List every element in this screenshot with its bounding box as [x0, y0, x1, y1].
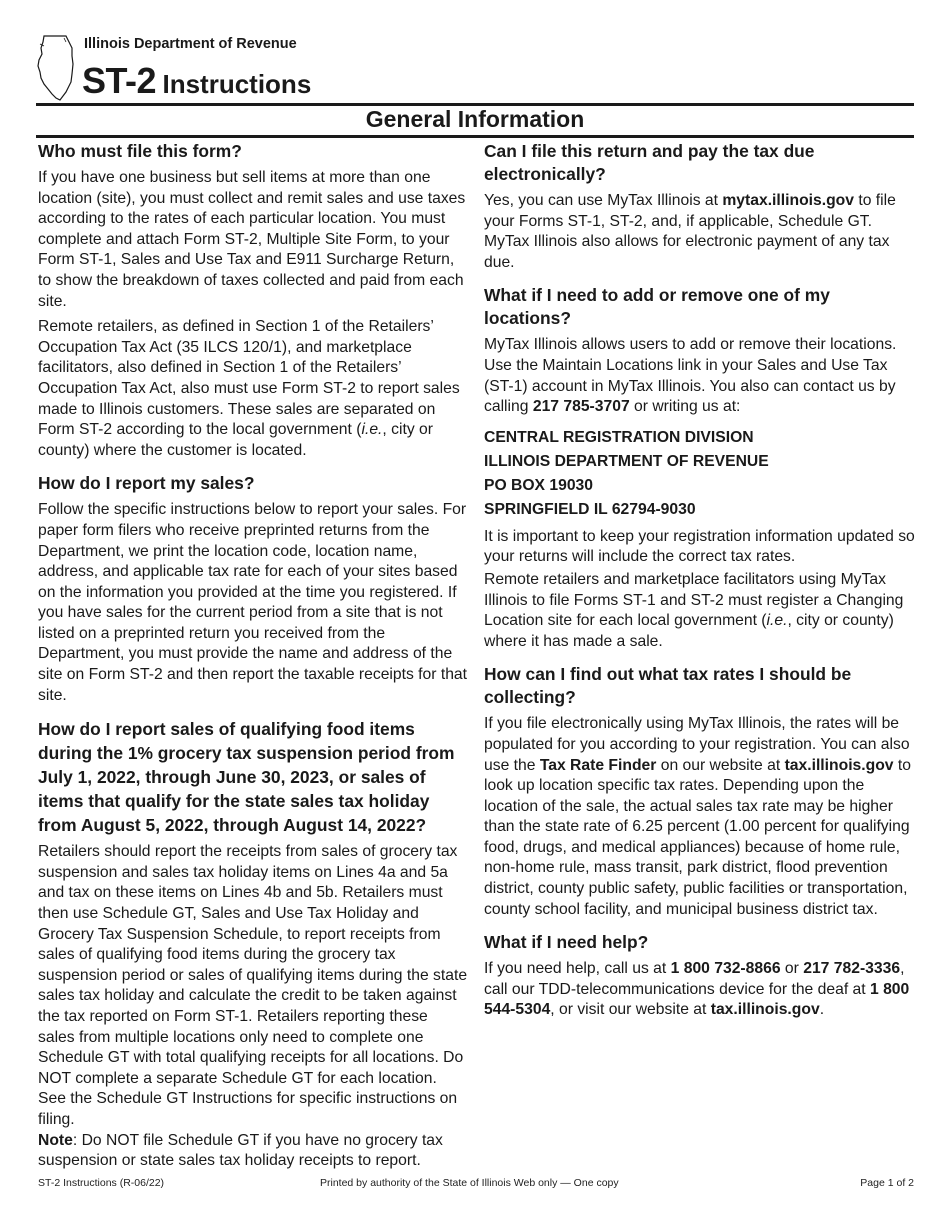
- header-rule-bottom: [36, 135, 914, 138]
- mailing-address: [484, 426, 916, 522]
- who-must-file-heading: Who must file this form?: [38, 141, 242, 161]
- report-sales-paragraph: Follow the specific instructions below to report your sales. For paper form filers who receive preprinted returns from the Department, we print the location code, location name, address, and applicable tax rate for each of your sites based on the information you provided at the time you registered. If you have sales for the current period from a site that is not listed on a preprinted return you received from the Department, you must provide the name and address of the site on Form ST-2 and then report the taxable receipts for that site.: [38, 501, 468, 704]
- registration-phone: 217 785-3707: [532, 398, 630, 416]
- document-header: [36, 34, 916, 104]
- form-title: [82, 60, 311, 102]
- department-name: Illinois Department of Revenue: [84, 36, 297, 52]
- left-column: [38, 140, 468, 1172]
- address-line: SPRINGFIELD IL 62794-9030: [484, 500, 696, 518]
- form-title-word: Instructions: [162, 69, 312, 99]
- file-electronically-heading: Can I file this return and pay the tax due electronically?: [484, 141, 815, 184]
- registration-info-paragraph: It is important to keep your registration information updated so your returns will include the correct tax rates.: [484, 527, 915, 566]
- tax-rates-heading: How can I find out what tax rates I should be collecting?: [484, 664, 852, 708]
- address-line: CENTRAL REGISTRATION DIVISION: [484, 428, 754, 446]
- need-help-heading: What if I need help?: [484, 932, 649, 953]
- address-line: ILLINOIS DEPARTMENT OF REVENUE: [484, 452, 769, 470]
- address-line: PO BOX 19030: [484, 476, 594, 494]
- right-column: [484, 140, 916, 1021]
- tax-website: tax.illinois.gov: [784, 756, 894, 774]
- remote-retailers-paragraph: Remote retailers, as defined in Section 1 of the Retailers’ Occupation Tax Act (35 ILCS 120/1), and marketplace facilitators, also defined in Section 1 of the Retailers’ Occupation Tax Act, also must use Form ST-2 to report sales made to Illinois customers. These sales are separated on Form ST-2 according to the local government (i.e., city or county) where the customer is located.: [38, 318, 460, 459]
- mytax-url: mytax.illinois.gov: [722, 192, 854, 209]
- footer-form-revision: ST-2 Instructions (R-06/22): [38, 1177, 165, 1189]
- footer-printed-by: Printed by authority of the State of Illinois Web only — One copy: [320, 1177, 619, 1189]
- who-must-file-paragraph: If you have one business but sell items at more than one location (site), you must collect and remit sales and use taxes according to the rates of each particular location. You must complete and attach Form ST-2, Multiple Site Form, to your Form ST-1, Sales and Use Tax and E911 Surcharge Return, to show the breakdown of taxes collected and paid from each site.: [38, 169, 466, 310]
- section-title: General Information: [365, 106, 585, 132]
- tax-rates-paragraph: If you file electronically using MyTax Illinois, the rates will be populated for you according to your registration. You can also use the Tax Rate Finder on our website at tax.illinois.gov to look up location specific tax rates. Depending upon the location of the sale, the actual sales tax rate may be higher than the state rate of 6.25 percent (1.00 percent for qualifying food, drugs, and medical appliances) because of home rule, non-home rule, mass transit, park district, flood prevention district, county public safety, public facilities or transportation, county school facility, and municipal business district tax.: [484, 715, 911, 918]
- note-label: Note: [38, 1131, 73, 1149]
- add-remove-locations-paragraph: MyTax Illinois allows users to add or remove their locations. Use the Maintain Locations link in your Sales and Use Tax (ST-1) account in MyTax Illinois. You also can contact us by calling 217 785-3707 or writing us at:: [484, 336, 897, 416]
- changing-location-paragraph: Remote retailers and marketplace facilitators using MyTax Illinois to file Forms ST-1 and ST-2 must register a Changing Location site for each local government (i.e., city or county) where it has made a sale.: [484, 570, 904, 650]
- illinois-outline-icon: [36, 34, 76, 102]
- file-electronically-paragraph: Yes, you can use MyTax Illinois at mytax.illinois.gov to file your Forms ST-1, ST-2, and, if applicable, Schedule GT. MyTax Illinois also allows for electronic payment of any tax due.: [484, 192, 896, 271]
- footer-page-number: Page 1 of 2: [860, 1177, 914, 1189]
- tax-rate-finder: Tax Rate Finder: [539, 756, 657, 774]
- report-sales-heading: How do I report my sales?: [38, 473, 255, 494]
- need-help-paragraph: If you need help, call us at 1 800 732-8866 or 217 782-3336, call our TDD-telecommunications device for the deaf at 1 800 544-5304, or visit our website at tax.illinois.gov.: [484, 960, 910, 1019]
- form-code: ST-2: [82, 60, 157, 101]
- grocery-tax-paragraph: Retailers should report the receipts from sales of grocery tax suspension and sales tax holiday items on Lines 4a and 5a and tax on these items on Lines 4b and 5b. Retailers must then use Schedule GT, Sales and Use Tax Holiday and Grocery Tax Suspension Schedule, to report receipts from sales of qualifying food items during the grocery tax suspension period or sales of qualifying items during the state sales tax holiday and calculate the credit to be taken against the tax reported on Form ST-1. Retailers reporting these sales from multiple locations only need to complete one Schedule GT with total qualifying receipts for all locations. Do NOT complete a separate Schedule GT for each location. See the Schedule GT Instructions for specific instructions on filing. Note: Do NOT file Schedule GT if you have no grocery tax suspension or state sales tax holiday receipts to report.: [38, 843, 468, 1170]
- add-remove-locations-heading: What if I need to add or remove one of my locations?: [484, 285, 830, 329]
- grocery-tax-heading: How do I report sales of qualifying food items during the 1% grocery tax suspension period from July 1, 2022, through June 30, 2023, or sales of items that qualify for the state sales tax holiday from August 5, 2022, through August 14, 2022?: [38, 719, 455, 836]
